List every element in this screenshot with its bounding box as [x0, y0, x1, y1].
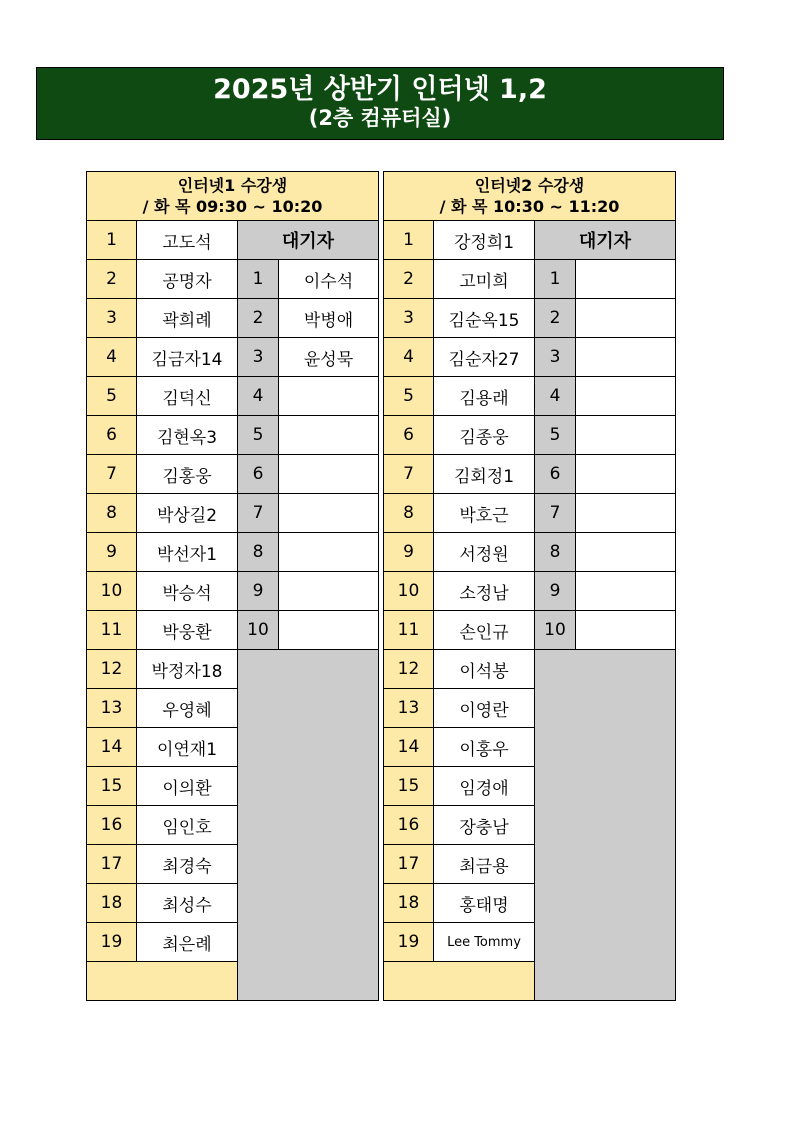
waitlist-number: 9: [535, 572, 576, 611]
student-number: 11: [87, 611, 137, 650]
waitlist-name: [279, 611, 379, 650]
table-row: [87, 221, 379, 260]
student-name: 박호근: [434, 494, 535, 533]
student-name: 박승석: [137, 572, 238, 611]
student-name: 최성수: [137, 884, 238, 923]
waitlist-name: [576, 572, 676, 611]
table-row: [384, 533, 676, 572]
waitlist-name: [576, 533, 676, 572]
student-name: 홍태명: [434, 884, 535, 923]
table-row: [87, 494, 379, 533]
waitlist-number: 9: [238, 572, 279, 611]
table-row: [87, 377, 379, 416]
class1-schedule: / 화 목 09:30 ~ 10:20: [142, 197, 323, 216]
table-row: [87, 611, 379, 650]
student-number: 7: [87, 455, 137, 494]
student-number: 9: [384, 533, 434, 572]
class1-title: 인터넷1 수강생: [177, 176, 288, 195]
table-row: [87, 299, 379, 338]
student-name: 손인규: [434, 611, 535, 650]
waitlist-name: [576, 338, 676, 377]
page-subtitle: (2층 컴퓨터실): [308, 106, 452, 130]
waitlist-label: 대기자: [238, 221, 379, 260]
waitlist-number: 2: [238, 299, 279, 338]
student-number: 10: [384, 572, 434, 611]
waitlist-number: 6: [535, 455, 576, 494]
table-row: [87, 416, 379, 455]
student-number: 8: [87, 494, 137, 533]
student-number: 2: [87, 260, 137, 299]
waitlist-label: 대기자: [535, 221, 676, 260]
waitlist-name: [279, 533, 379, 572]
table-row: [384, 299, 676, 338]
waitlist-number: 4: [535, 377, 576, 416]
table-row: [384, 494, 676, 533]
waitlist-name: [576, 299, 676, 338]
waitlist-number: 10: [238, 611, 279, 650]
table-row: [87, 650, 379, 689]
student-number: 18: [87, 884, 137, 923]
student-name: 고미희: [434, 260, 535, 299]
student-number: 5: [384, 377, 434, 416]
class1-header: [87, 172, 379, 221]
table-row: [384, 650, 676, 689]
waitlist-name: 윤성묵: [279, 338, 379, 377]
student-name: 이석봉: [434, 650, 535, 689]
student-name: 최금용: [434, 845, 535, 884]
table-row: [384, 221, 676, 260]
student-number: 4: [87, 338, 137, 377]
waitlist-number: 1: [238, 260, 279, 299]
waitlist-name: [576, 260, 676, 299]
student-name: 공명자: [137, 260, 238, 299]
student-number: 17: [87, 845, 137, 884]
table-row: [87, 572, 379, 611]
student-name: 김회정1: [434, 455, 535, 494]
table-row: [87, 533, 379, 572]
waitlist-number: 4: [238, 377, 279, 416]
table-row: [384, 611, 676, 650]
waitlist-number: 3: [238, 338, 279, 377]
student-name: 김순자27: [434, 338, 535, 377]
student-name: 박웅환: [137, 611, 238, 650]
student-number: 13: [384, 689, 434, 728]
waitlist-number: 7: [238, 494, 279, 533]
student-name: 김현옥3: [137, 416, 238, 455]
waitlist-name: [279, 494, 379, 533]
waitlist-name: [279, 455, 379, 494]
table-row: [384, 455, 676, 494]
student-number: 17: [384, 845, 434, 884]
table-row: [87, 260, 379, 299]
student-number: 5: [87, 377, 137, 416]
student-name: 곽희례: [137, 299, 238, 338]
student-name: 강정희1: [434, 221, 535, 260]
waitlist-name: 이수석: [279, 260, 379, 299]
student-number: 6: [87, 416, 137, 455]
class2-title: 인터넷2 수강생: [474, 176, 585, 195]
student-name: 고도석: [137, 221, 238, 260]
student-name: 김순옥15: [434, 299, 535, 338]
student-number: 9: [87, 533, 137, 572]
student-name: Lee Tommy: [434, 923, 535, 962]
waitlist-blank-area: [535, 650, 676, 1001]
student-name: 우영혜: [137, 689, 238, 728]
student-number: 4: [384, 338, 434, 377]
waitlist-name: 박병애: [279, 299, 379, 338]
waitlist-name: [576, 455, 676, 494]
student-number: 10: [87, 572, 137, 611]
student-number: 13: [87, 689, 137, 728]
student-name: 임인호: [137, 806, 238, 845]
student-number: 14: [87, 728, 137, 767]
waitlist-name: [576, 416, 676, 455]
class2-header: [384, 172, 676, 221]
waitlist-number: 6: [238, 455, 279, 494]
student-name: 이의환: [137, 767, 238, 806]
page-title: 2025년 상반기 인터넷 1,2: [213, 74, 547, 105]
waitlist-number: 5: [535, 416, 576, 455]
student-number: 3: [87, 299, 137, 338]
student-name: 이홍우: [434, 728, 535, 767]
table-row: [87, 455, 379, 494]
student-number: 16: [384, 806, 434, 845]
student-number: 1: [87, 221, 137, 260]
table-row: [87, 338, 379, 377]
waitlist-number: 3: [535, 338, 576, 377]
table-row: [384, 377, 676, 416]
student-number: 3: [384, 299, 434, 338]
student-name: 이영란: [434, 689, 535, 728]
student-number: 12: [87, 650, 137, 689]
student-name: 최경숙: [137, 845, 238, 884]
class2-schedule: / 화 목 10:30 ~ 11:20: [439, 197, 620, 216]
student-name: 장충남: [434, 806, 535, 845]
class1-roster-table: [86, 171, 379, 1001]
student-number: 19: [384, 923, 434, 962]
waitlist-number: 8: [535, 533, 576, 572]
student-name: 서정원: [434, 533, 535, 572]
student-number: 15: [87, 767, 137, 806]
student-name: 김금자14: [137, 338, 238, 377]
student-name: 김용래: [434, 377, 535, 416]
waitlist-name: [576, 611, 676, 650]
waitlist-number: 2: [535, 299, 576, 338]
waitlist-number: 1: [535, 260, 576, 299]
empty-cell: [87, 962, 238, 1001]
table-row: [384, 416, 676, 455]
table-row: [384, 338, 676, 377]
student-number: 1: [384, 221, 434, 260]
student-number: 12: [384, 650, 434, 689]
table-row: [384, 572, 676, 611]
student-name: 임경애: [434, 767, 535, 806]
waitlist-name: [279, 377, 379, 416]
waitlist-name: [576, 377, 676, 416]
class2-roster-table: [383, 171, 676, 1001]
student-number: 2: [384, 260, 434, 299]
student-number: 11: [384, 611, 434, 650]
student-name: 박선자1: [137, 533, 238, 572]
empty-cell: [384, 962, 535, 1001]
waitlist-blank-area: [238, 650, 379, 1001]
waitlist-name: [279, 572, 379, 611]
student-name: 김덕신: [137, 377, 238, 416]
student-name: 최은례: [137, 923, 238, 962]
waitlist-number: 8: [238, 533, 279, 572]
student-name: 소정남: [434, 572, 535, 611]
waitlist-number: 5: [238, 416, 279, 455]
student-name: 김홍웅: [137, 455, 238, 494]
student-name: 박상길2: [137, 494, 238, 533]
waitlist-number: 7: [535, 494, 576, 533]
student-number: 18: [384, 884, 434, 923]
title-banner: [36, 67, 724, 140]
student-number: 15: [384, 767, 434, 806]
table-row: [384, 260, 676, 299]
student-number: 16: [87, 806, 137, 845]
student-number: 19: [87, 923, 137, 962]
student-name: 김종웅: [434, 416, 535, 455]
waitlist-name: [576, 494, 676, 533]
student-name: 이연재1: [137, 728, 238, 767]
waitlist-name: [279, 416, 379, 455]
student-number: 14: [384, 728, 434, 767]
student-number: 6: [384, 416, 434, 455]
student-number: 8: [384, 494, 434, 533]
student-number: 7: [384, 455, 434, 494]
student-name: 박정자18: [137, 650, 238, 689]
waitlist-number: 10: [535, 611, 576, 650]
